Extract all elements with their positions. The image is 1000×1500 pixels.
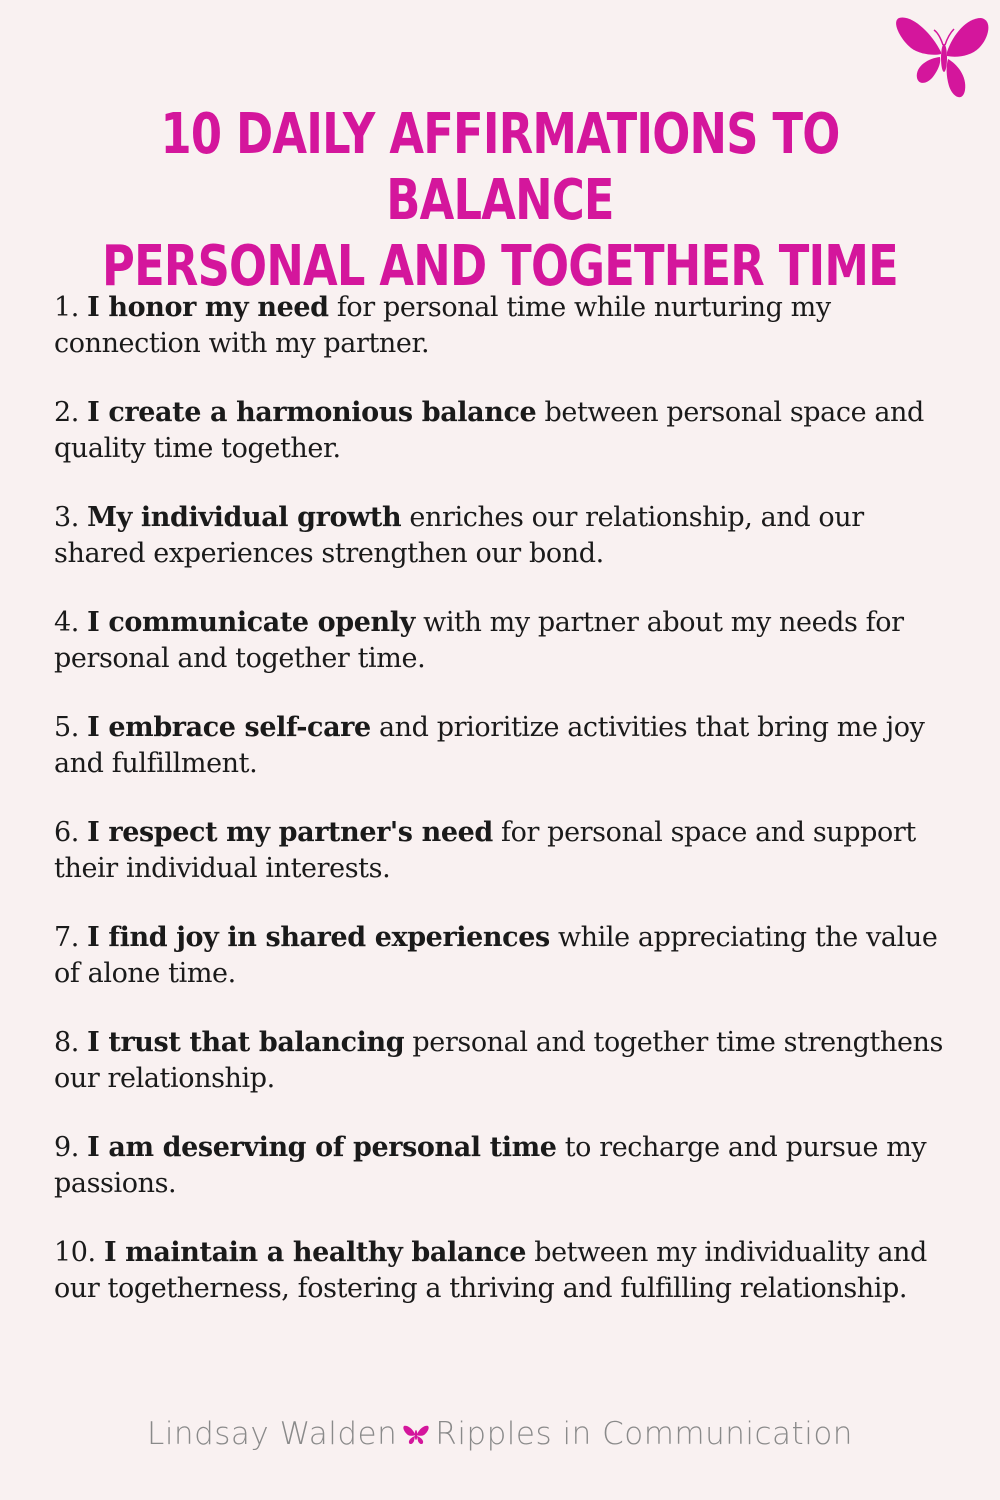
affirmation-item xyxy=(54,395,954,467)
item-bold: I embrace self-care xyxy=(87,712,371,743)
item-text: with my partner about my needs for personal and together time. xyxy=(54,607,904,674)
item-bold: I maintain a healthy balance xyxy=(103,1237,526,1268)
affirmation-item xyxy=(54,815,954,887)
affirmation-item xyxy=(54,500,954,572)
item-text: while appreciating the value of alone time. xyxy=(54,922,938,989)
item-number: 3. xyxy=(54,502,79,533)
item-text: enriches our relationship, and our shared experiences strengthen our bond. xyxy=(54,502,864,569)
item-bold: I honor my need xyxy=(87,292,329,323)
item-text: personal and together time strengthens our relationship. xyxy=(54,1027,943,1094)
item-number: 4. xyxy=(54,607,79,638)
item-text: for personal space and support their individual interests. xyxy=(54,817,916,884)
item-number: 2. xyxy=(54,397,79,428)
item-bold: I create a harmonious balance xyxy=(87,397,537,428)
item-number: 5. xyxy=(54,712,79,743)
item-text: between personal space and quality time together. xyxy=(54,397,924,464)
affirmation-item xyxy=(54,1025,954,1097)
item-text: and prioritize activities that bring me joy and fulfillment. xyxy=(54,712,925,779)
footer-brand: Ripples in Communication xyxy=(435,1416,853,1452)
item-number: 6. xyxy=(54,817,79,848)
item-number: 8. xyxy=(54,1027,79,1058)
footer-credit xyxy=(0,1416,1000,1452)
item-text: for personal time while nurturing my connection with my partner. xyxy=(54,292,831,359)
item-text: to recharge and pursue my passions. xyxy=(54,1132,927,1199)
affirmation-list xyxy=(54,290,954,1340)
title-line-2: PERSONAL AND TOGETHER TIME xyxy=(102,234,898,299)
affirmation-item xyxy=(54,710,954,782)
item-number: 9. xyxy=(54,1132,79,1163)
item-bold: I find joy in shared experiences xyxy=(87,922,550,953)
item-bold: I trust that balancing xyxy=(87,1027,405,1058)
item-number: 10. xyxy=(54,1237,96,1268)
item-number: 7. xyxy=(54,922,79,953)
item-bold: I am deserving of personal time xyxy=(87,1132,557,1163)
item-text: between my individuality and our togetherness, fostering a thriving and fulfilling relationship. xyxy=(54,1237,927,1304)
page-title xyxy=(100,102,900,300)
butterfly-icon xyxy=(403,1424,429,1446)
affirmation-item xyxy=(54,920,954,992)
affirmation-item xyxy=(54,290,954,362)
affirmation-item xyxy=(54,605,954,677)
item-number: 1. xyxy=(54,292,79,323)
affirmation-item xyxy=(54,1130,954,1202)
butterfly-logo-icon xyxy=(893,12,993,104)
item-bold: My individual growth xyxy=(87,502,402,533)
affirmation-item xyxy=(54,1235,954,1307)
title-line-1: 10 DAILY AFFIRMATIONS TO BALANCE xyxy=(160,102,840,233)
item-bold: I communicate openly xyxy=(87,607,415,638)
item-bold: I respect my partner's need xyxy=(87,817,493,848)
footer-author: Lindsay Walden xyxy=(147,1416,398,1452)
